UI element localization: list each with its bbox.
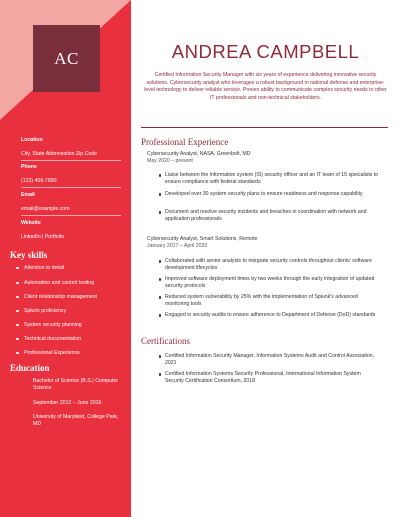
candidate-name: ANDREA CAMPBELL bbox=[171, 41, 360, 62]
skill-item: Technical documentation bbox=[24, 336, 81, 342]
divider bbox=[21, 160, 121, 161]
bullet-icon bbox=[159, 314, 161, 316]
bullet-icon bbox=[159, 278, 161, 280]
divider bbox=[21, 187, 121, 188]
job-bullet: Collaborated with senior analysts to integrate security controls throughout clients' software development lifecycles bbox=[165, 258, 380, 273]
website-label: Website bbox=[21, 220, 41, 226]
bullet-icon bbox=[159, 296, 161, 298]
bullet-icon bbox=[159, 373, 161, 375]
skill-item: Attention to detail bbox=[24, 265, 64, 271]
job-bullet: Improved software deployment times by two weeks through the early integration of updated security protocols bbox=[165, 276, 380, 291]
education-heading: Education bbox=[10, 363, 50, 373]
monogram-text: AC bbox=[54, 48, 79, 68]
skill-item: System security planning bbox=[24, 322, 82, 328]
location-label: Location bbox=[21, 137, 43, 143]
job-bullet: Document and resolve security incidents and breaches in coordination with network and application professionals bbox=[165, 209, 380, 224]
education-degree: Bachelor of Science (B.S.) Computer Science bbox=[33, 378, 119, 391]
email-label: Email bbox=[21, 192, 35, 198]
skill-item: Automation and control testing bbox=[24, 280, 94, 286]
bullet-icon bbox=[159, 211, 161, 213]
email-value[interactable]: email@example.com bbox=[21, 206, 70, 212]
skill-item: Client relationship management bbox=[24, 294, 97, 300]
skill-item: Splunk proficiency bbox=[24, 308, 66, 314]
job-title: Cybersecurity Analyst, Smart Solutions, Remote bbox=[147, 236, 258, 242]
certification-item: Certified Information Systems Security Professional, International Information System Security Certification Consortium, 2018 bbox=[165, 371, 380, 386]
header-divider bbox=[141, 127, 388, 128]
bullet-icon bbox=[159, 355, 161, 357]
skills-heading: Key skills bbox=[10, 250, 48, 260]
job-dates: January 2017 – April 2020 bbox=[147, 243, 208, 249]
job-bullet: Developed over 30 system security plans to ensure readiness and response capability bbox=[165, 191, 380, 198]
job-title: Cybersecurity Analyst, NASA, Greenbelt, MD bbox=[147, 151, 251, 157]
certifications-heading: Certifications bbox=[141, 336, 190, 346]
phone-label: Phone bbox=[21, 164, 37, 170]
job-bullet: Engaged in security audits to ensure adherence to Department of Defense (DoD) standards bbox=[165, 312, 380, 319]
monogram-badge bbox=[33, 25, 100, 92]
summary-paragraph: Certified Information Security Manager with six years of experience delivering innovative security solutions. Cybersecurity analyst who leverages a robust background in national defense and enterprise-level technology to deliver reliable service. Proven ability to communicate complex security needs to other IT professionals and non-technical stakeholders. bbox=[144, 72, 387, 101]
education-school: University of Maryland, College Park, MD bbox=[33, 414, 119, 427]
phone-value: (123) 456-7890 bbox=[21, 178, 57, 184]
bullet-icon bbox=[159, 174, 161, 176]
bullet-icon bbox=[159, 193, 161, 195]
skill-item: Professional Experience bbox=[24, 350, 80, 356]
job-bullet: Liaise between the information system (IS) security officer and an IT team of 15 specialists to ensure compliance with federal standards bbox=[165, 172, 380, 187]
location-value: City, State Abbreviation Zip Code bbox=[21, 151, 98, 157]
job-dates: May 2020 – present bbox=[147, 158, 193, 164]
education-dates: September 2012 – June 2016 bbox=[33, 400, 102, 406]
website-value[interactable]: LinkedIn | Portfolio bbox=[21, 234, 64, 240]
bullet-icon bbox=[159, 260, 161, 262]
certification-item: Certified Information Security Manager, Information Systems Audit and Control Association, 2021 bbox=[165, 353, 380, 368]
divider bbox=[21, 215, 121, 216]
experience-heading: Professional Experience bbox=[141, 137, 229, 147]
job-bullet: Reduced system vulnerability by 25% with the implementation of Splunk's advanced monitoring tools bbox=[165, 294, 380, 309]
